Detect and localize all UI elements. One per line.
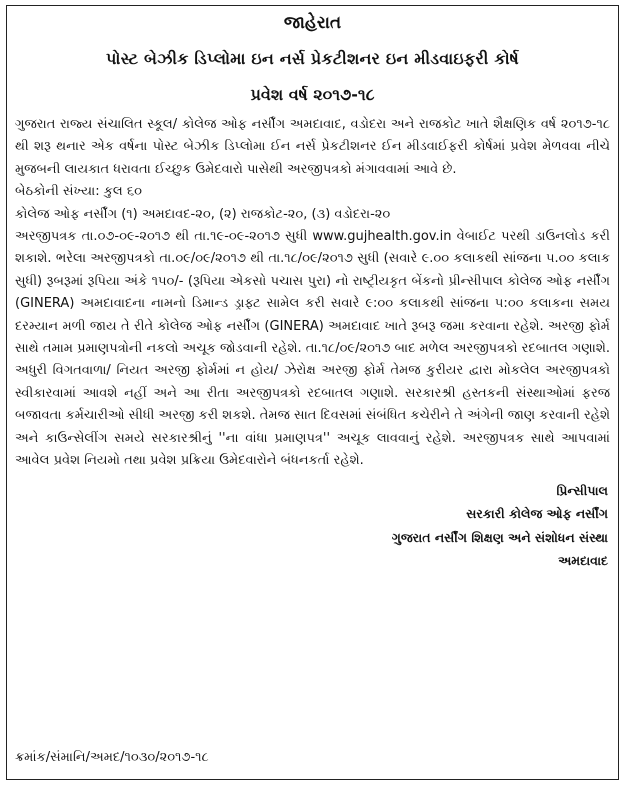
signature-college: સરકારી કોલેજ ઓફ નર્સીંગ <box>466 506 608 521</box>
seats-line: બેઠકોની સંખ્યા: કુલ ૬૦ <box>15 184 142 200</box>
signature-block <box>7 479 608 573</box>
colleges-line: કોલેજ ઓફ નર્સીંગ (૧) અમદાવદ-૨૦, (૨) રાજકોટ-૨૦, (૩) વડોદરા-૨૦ <box>15 206 391 222</box>
reference-number: ક્રમાંક/સંમાનિ/અમદ/૧૦૩૦/૨૦૧૭-૧૮ <box>15 750 209 765</box>
details-paragraph: અરજીપત્રક તા.૦૭-૦૯-૨૦૧૭ થી તા.૧૯-૦૯-૨૦૧૭ સુધી www.gujhealth.gov.in વેબાઈટ પરથી ડાઉનલોડ કરી શકાશે. ભરેલા અરજીપત્રકો તા.૦૯/૦૯/૨૦૧૭ થી તા.૧૮/૦૯/૨૦૧૭ સુધી (સવારે ૯.૦૦ કલાકથી સાંજના ૫.૦૦ કલાક સુધી) રૂબરૂમાં રૂપિયા અંકે ૧૫૦/- (રૂપિયા એકસો પચાસ પુરા) નો રાષ્ટ્રીયકૃત બેંકનો પ્રીન્સીપાલ કોલેજ ઓફ નર્સીંગ (GINERA) અમદાવાદના નામનો ડિમાન્ડ ડ્રાફ્ટ સામેલ કરી સવારે ૯:૦૦ કલાકથી સાંજના ૫:૦૦ કલાકના સમય દરમ્યાન મળી જાય તે રીતે કોલેજ ઓફ નર્સીંગ (GINERA) અમદાવાદ ખાતે રૂબરૂ જમા કરવાના રહેશે. અરજી ફોર્મ સાથે તમામ પ્રમાણપત્રોની નકલો અચૂક જોડવાની રહેશે. તા.૧૮/૦૯/૨૦૧૭ બાદ મળેલ અરજીપત્રકો રદબાતલ ગણાશે. અધુરી વિગતવાળા/ નિયત અરજી ફોર્મમાં ન હોય/ ઝેરોક્ષ અરજી ફોર્મ તેમજ કુરીયર દ્વારા મોકલેલ અરજીપત્રકો સ્વીકારવામાં આવશે નહીં અને આ રીતા અરજીપત્રકો રદબાતલ ગણાશે. સરકારશ્રી હસ્તકની સંસ્થાઓમાં ફરજ બજાવતા કર્મચારીઓ સીધી અરજી કરી શકશે. તેમજ સાત દિવસમાં સંબંધિત કચેરીને તે અંગેની જાણ કરવાની રહેશે અને કાઉન્સેલીંગ સમયે સરકારશ્રીનું ''ના વાંધા પ્રમાણપત્ર'' અચૂક લાવવાનું રહેશે. અરજીપત્રક સાથે આપવામાં આવેલ પ્રવેશ નિયમો તથા પ્રવેશ પ્રક્રિયા ઉમેદવારોને બંધનકર્તા રહેશે. <box>15 229 610 469</box>
notice-page <box>6 5 619 780</box>
notice-body <box>15 114 610 473</box>
notice-title: જાહેરાત <box>283 13 342 33</box>
course-title: પોસ્ટ બેઝીક ડિપ્લોમા ઇન નર્સ પ્રેકટીશનર ઇન મીડવાઇફરી કોર્ષ <box>106 49 519 68</box>
intro-paragraph: ગુજરાત રાજ્ય સંચાલિત સ્કૂલ/ કોલેજ ઓફ નર્સીંગ અમદાવાદ, વડોદરા અને રાજકોટ ખાતે શૈક્ષણિક વર્ષ ૨૦૧૭-૧૮ થી શરૂ થનાર એક વર્ષના પોસ્ટ બેઝીક ડિપ્લોમા ઈન નર્સ પ્રેકટીશનર ઈન મીડવાઈફરી કોર્ષમાં પ્રવેશ મેળવવા નીચે મુજબની લાયકાત ધરાવતા ઈચ્છુક ઉમેદવારો પાસેથી અરજીપત્રકો મંગાવવામાં આવે છે. <box>15 117 610 177</box>
signature-city: અમદાવાદ <box>558 553 608 568</box>
admission-year: પ્રવેશ વર્ષ ૨૦૧૭-૧૮ <box>250 85 375 104</box>
signature-designation: પ્રિન્સીપાલ <box>556 482 608 498</box>
signature-institute: ગુજરાત નર્સીંગ શિક્ષણ અને સંશોધન સંસ્થા <box>391 529 608 545</box>
